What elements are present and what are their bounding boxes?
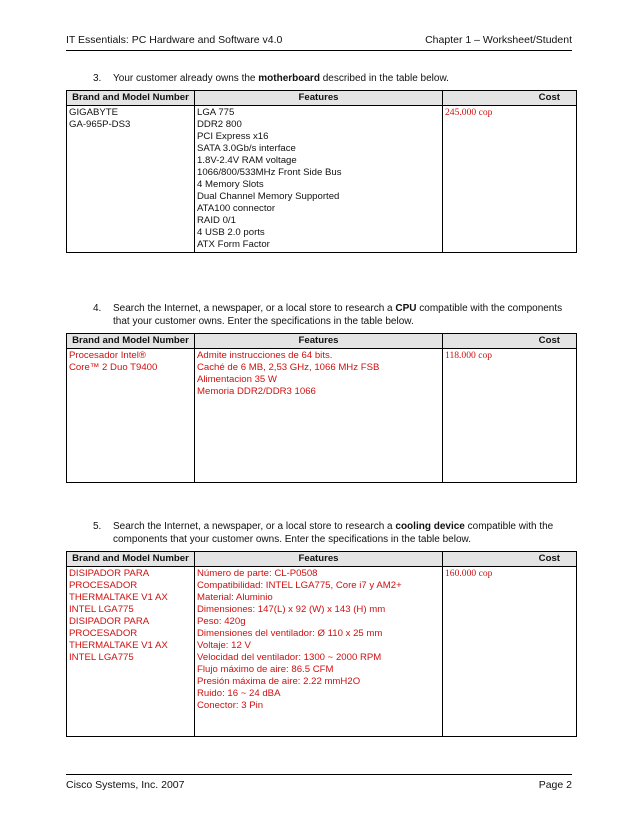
cell-line: Velocidad del ventilador: 1300 ~ 2000 RPM [197,652,382,663]
cell-line: 1066/800/533MHz Front Side Bus [197,167,342,178]
cell-line: Número de parte: CL-P0508 [197,568,318,579]
question-5-section [66,520,576,737]
footer-page-number: Page 2 [538,779,572,791]
table-row [67,567,577,737]
cell-line: ATA100 connector [197,203,276,214]
cell-line: Core™ 2 Duo T9400 [69,362,158,373]
question-3-section [66,72,576,253]
cost-cell: 245.000 cop [443,106,577,253]
cell-line: Flujo máximo de aire: 86.5 CFM [197,664,334,675]
brand-header: Brand and Model Number [67,552,195,567]
cell-line: RAID 0/1 [197,215,236,226]
cell-line: Dimensiones: 147(L) x 92 (W) x 143 (H) mm [197,604,386,615]
cost-cell: 118.000 cop [443,349,577,483]
cell-line: Alimentacion 35 W [197,374,277,385]
brand-header: Brand and Model Number [67,334,195,349]
cell-line: Caché de 6 MB, 2,53 GHz, 1066 MHz FSB [197,362,380,373]
cell-line: 4 USB 2.0 ports [197,227,265,238]
cell-line: Dual Channel Memory Supported [197,191,340,202]
page-header [66,34,572,51]
brand-cell [67,567,195,737]
cell-line: DDR2 800 [197,119,242,130]
question-4-text: 4. Search the Internet, a newspaper, or a local store to research a CPU compatible with the components that your customer owns. Enter the specifications in the table below. [93,303,563,327]
cell-line: SATA 3.0Gb/s interface [197,143,296,154]
brand-cell [67,349,195,483]
question-3-text: 3. Your customer already owns the motherboard described in the table below. [93,73,449,84]
features-header: Features [195,334,443,349]
brand-cell [67,106,195,253]
cpu-table [66,333,577,483]
cell-line: Procesador Intel® [69,350,146,361]
cell-line: Dimensiones del ventilador: Ø 110 x 25 mm [197,628,383,639]
features-cell [195,106,443,253]
cell-line: 1.8V-2.4V RAM voltage [197,155,297,166]
cell-line: GIGABYTE [69,107,119,118]
cell-line: Memoria DDR2/DDR3 1066 [197,386,316,397]
cell-line: Compatibilidad: INTEL LGA775, Core i7 y AM2+ [197,580,402,591]
cell-line: Material: Aluminio [197,592,273,603]
cell-line: Voltaje: 12 V [197,640,251,651]
motherboard-table [66,90,577,253]
cell-line: THERMALTAKE V1 AX [69,640,168,651]
cell-line: DISIPADOR PARA [69,568,150,579]
brand-header: Brand and Model Number [67,91,195,106]
cell-line: INTEL LGA775 [69,652,134,663]
table-row [67,349,577,483]
cell-line: INTEL LGA775 [69,604,134,615]
header-title: IT Essentials: PC Hardware and Software v4.0 [66,34,283,46]
cell-line: THERMALTAKE V1 AX [69,592,168,603]
cell-line: PROCESADOR [69,580,138,591]
question-5-text: 5. Search the Internet, a newspaper, or a local store to research a cooling device compatible with the components that your customer owns. Enter the specifications in the table below. [93,521,554,545]
features-cell [195,567,443,737]
cell-line: Conector: 3 Pin [197,700,264,711]
cell-line: Admite instrucciones de 64 bits. [197,350,333,361]
table-row [67,106,577,253]
features-header: Features [195,91,443,106]
header-chapter: Chapter 1 – Worksheet/Student [425,34,572,46]
cell-line: Ruido: 16 ~ 24 dBA [197,688,281,699]
cell-line: LGA 775 [197,107,235,118]
cost-header: Cost [443,334,577,349]
page-footer [66,774,572,791]
cell-line: Peso: 420g [197,616,246,627]
cost-header: Cost [443,552,577,567]
cell-line: PCI Express x16 [197,131,269,142]
table-header-row [67,334,577,349]
cell-line: 4 Memory Slots [197,179,264,190]
cooling-device-table [66,551,577,737]
cost-cell: 160.000 cop [443,567,577,737]
cost-header: Cost [443,91,577,106]
cell-line: PROCESADOR [69,628,138,639]
cell-line: Presión máxima de aire: 2.22 mmH2O [197,676,361,687]
table-header-row [67,91,577,106]
table-header-row [67,552,577,567]
cell-line: GA-965P-DS3 [69,119,131,130]
features-header: Features [195,552,443,567]
features-cell [195,349,443,483]
question-4-section [66,302,576,483]
cell-line: DISIPADOR PARA [69,616,150,627]
footer-company: Cisco Systems, Inc. 2007 [66,779,185,791]
cell-line: ATX Form Factor [197,239,270,250]
